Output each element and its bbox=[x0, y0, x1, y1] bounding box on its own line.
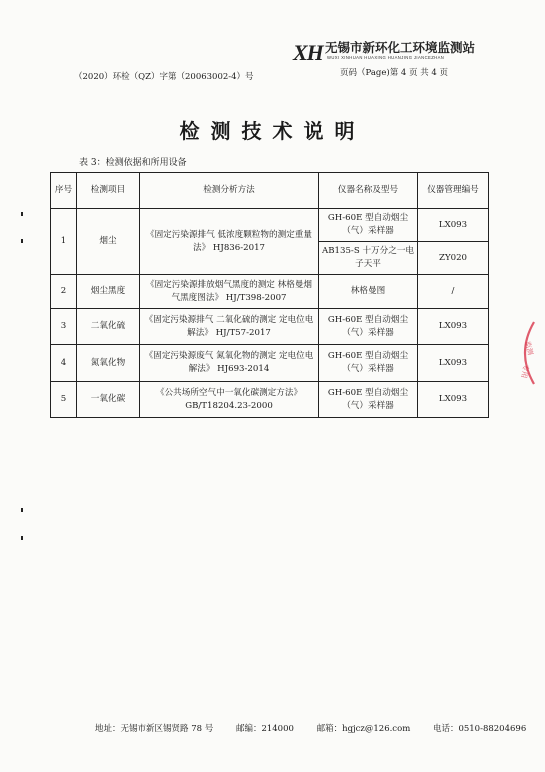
logo-mark: XH bbox=[293, 40, 323, 65]
svg-text:监测: 监测 bbox=[523, 340, 535, 357]
footer-address: 地址：无锡市新区锡贤路 78 号 bbox=[95, 724, 214, 734]
header-no: 序号 bbox=[51, 173, 77, 209]
binder-mark bbox=[21, 536, 23, 540]
row-item: 烟尘黑度 bbox=[77, 275, 140, 309]
table-row bbox=[51, 275, 489, 309]
footer-postcode: 邮编：214000 bbox=[235, 724, 294, 734]
row-method: 《固定污染源排气 低浓度颗粒物的测定重量法》 HJ836-2017 bbox=[140, 209, 319, 275]
table-row bbox=[51, 309, 489, 345]
row-instrument-id: LX093 bbox=[418, 345, 489, 382]
header-method: 检测分析方法 bbox=[140, 173, 319, 209]
row-no: 1 bbox=[51, 209, 77, 275]
row-instrument: GH-60E 型自动烟尘（气）采样器 bbox=[319, 209, 418, 242]
row-method: 《公共场所空气中一氧化碳测定方法》 GB/T18204.23-2000 bbox=[140, 382, 319, 418]
document-number: （2020）环检（QZ）字第（20063002-4）号 bbox=[74, 72, 254, 82]
row-instrument-id: LX093 bbox=[418, 309, 489, 345]
footer bbox=[95, 722, 545, 734]
table-header-row bbox=[51, 173, 489, 209]
table-caption: 表 3：检测依据和所用设备 bbox=[79, 158, 187, 168]
page-number: 页码（Page)第 4 页 共 4 页 bbox=[340, 68, 449, 78]
row-item: 一氧化碳 bbox=[77, 382, 140, 418]
row-instrument-id: LX093 bbox=[418, 209, 489, 242]
equipment-table bbox=[50, 172, 489, 418]
logo-name-cn: 无锡市新环化工环境监测站 bbox=[325, 40, 476, 55]
row-item: 二氧化硫 bbox=[77, 309, 140, 345]
row-instrument: 林格曼图 bbox=[319, 275, 418, 309]
organization-logo bbox=[293, 38, 493, 68]
binder-mark bbox=[21, 212, 23, 216]
page-title: 检测技术说明 bbox=[179, 119, 366, 143]
header-instrument-id: 仪器管理编号 bbox=[418, 173, 489, 209]
row-no: 2 bbox=[51, 275, 77, 309]
table-row bbox=[51, 382, 489, 418]
svg-text:专用: 专用 bbox=[519, 363, 530, 379]
row-method: 《固定污染源排气 二氧化硫的测定 定电位电解法》 HJ/T57-2017 bbox=[140, 309, 319, 345]
row-instrument: AB135-S 十万分之一电子天平 bbox=[319, 242, 418, 275]
row-instrument-id: ZY020 bbox=[418, 242, 489, 275]
footer-email: 邮箱：hgjcz@126.com bbox=[316, 724, 411, 734]
logo-name-en: WUXI XINHUAN HUAXING HUANJING JIANCEZHAN bbox=[327, 55, 445, 60]
binder-mark bbox=[21, 508, 23, 512]
row-instrument-id: / bbox=[418, 275, 489, 309]
row-item: 烟尘 bbox=[77, 209, 140, 275]
row-instrument: GH-60E 型自动烟尘（气）采样器 bbox=[319, 345, 418, 382]
table-row bbox=[51, 209, 489, 242]
row-instrument: GH-60E 型自动烟尘（气）采样器 bbox=[319, 309, 418, 345]
row-no: 5 bbox=[51, 382, 77, 418]
table-row bbox=[51, 345, 489, 382]
header-instrument: 仪器名称及型号 bbox=[319, 173, 418, 209]
row-instrument-id: LX093 bbox=[418, 382, 489, 418]
row-method: 《固定污染源废气 氮氧化物的测定 定电位电解法》 HJ693-2014 bbox=[140, 345, 319, 382]
seal-stamp bbox=[512, 320, 538, 386]
footer-phone: 电话：0510-88204696 bbox=[432, 724, 527, 734]
row-method: 《固定污染源排放烟气黑度的测定 林格曼烟气黑度图法》 HJ/T398-2007 bbox=[140, 275, 319, 309]
row-no: 3 bbox=[51, 309, 77, 345]
binder-mark bbox=[21, 239, 23, 243]
row-no: 4 bbox=[51, 345, 77, 382]
header-item: 检测项目 bbox=[77, 173, 140, 209]
row-instrument: GH-60E 型自动烟尘（气）采样器 bbox=[319, 382, 418, 418]
row-item: 氮氧化物 bbox=[77, 345, 140, 382]
